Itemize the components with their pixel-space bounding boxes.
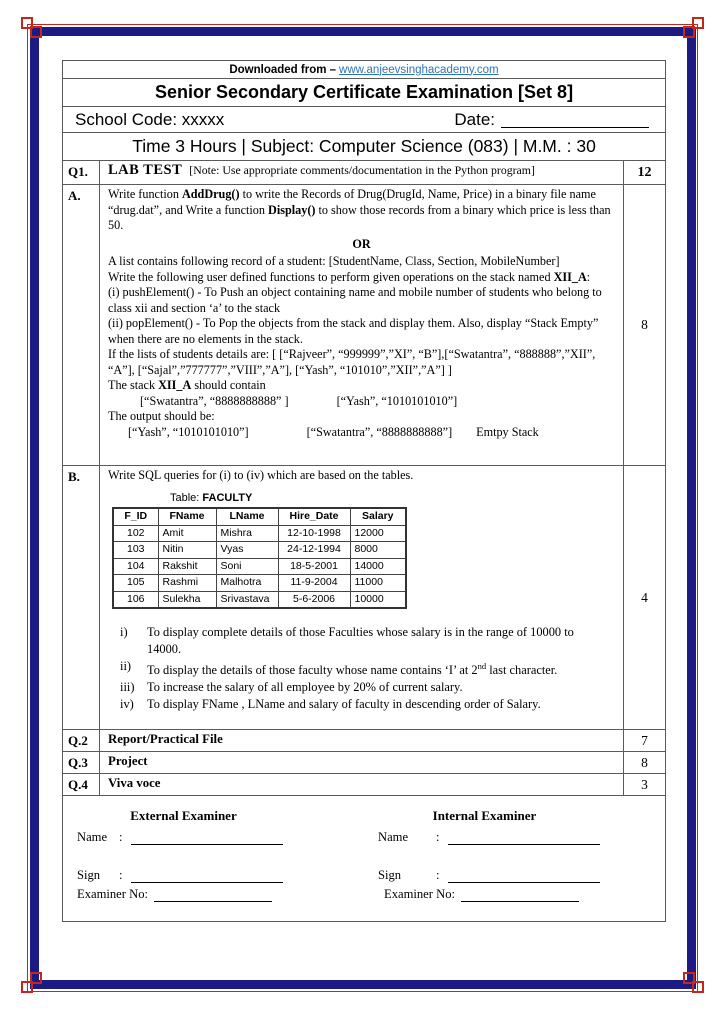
query-ii: ii) To display the details of those faculty whose name contains ‘I’ at 2nd last character. [120,659,558,678]
external-sign-row: Sign : [77,867,350,883]
sql-intro: Write SQL queries for (i) to (iv) which are based on the tables. [108,468,414,482]
q1-number: Q1. [63,161,100,184]
student-lists-line: If the lists of students details are: [ [“Rajveer”, “999999”,”XI”, “B”],[“Swatantra”, “888888”,”XII”, “A”], [“Sajal”,”777777”,”VIII”,”A”], [“Yash”, “101010”,”XII”,”A”] ] [108,347,596,377]
table-row: 102 Amit Mishra 12-10-1998 12000 [113,525,406,542]
q3-number: Q.3 [63,752,100,773]
pop-element-item: (ii) popElement() - To Pop the objects from the stack and display them. Also, display “Stack Empty” when there are no elements in the stack. [108,316,599,346]
adddrug-function-name: AddDrug() [181,187,240,201]
q1-title: LAB TEST [108,162,183,178]
downloaded-from-row [63,61,665,79]
name-blank-line [448,831,600,845]
external-examiner-title: External Examiner [130,808,237,823]
part-a-or-line-2: Write the following user defined functions to perform given operations on the stack named XII_A: [108,269,591,284]
internal-examiner-no-row: Examiner No: [378,886,651,902]
display-function-name: Display() [268,202,316,217]
q3-row [63,752,665,774]
table-row: 106 Sulekha Srivastava 5-6-2006 10000 [113,591,406,608]
stack-name: XII_A [158,378,192,392]
query-i: i) To display complete details of those Faculties whose salary is in the range of 10000 to 14000. [120,625,574,656]
part-b-marks: 4 [623,466,665,729]
border-corner-ornament-icon [21,966,48,993]
examiner-section [63,796,665,921]
col-lname: LName [216,508,278,525]
faculty-table-label: Table: FACULTY [170,491,253,504]
time-subject-marks-row [63,133,665,161]
sql-query-list [108,624,615,713]
q1-content [100,161,623,184]
part-a-content [100,185,623,465]
internal-name-row: Name : [378,829,651,845]
q2-row [63,730,665,752]
table-row: 103 Nitin Vyas 24-12-1994 8000 [113,542,406,559]
academy-link[interactable]: www.anjeevsinghacademy.com [339,63,499,76]
date-label: Date: [454,109,495,129]
q2-label: Report/Practical File [108,732,223,746]
q4-row [63,774,665,796]
part-a-or-line-1: A list contains following record of a student: [StudentName, Class, Section, MobileNumber] [108,254,560,268]
stack-content-values: [“Swatantra”, “8888888888” ] [“Yash”, “1010101010”] [140,393,458,408]
internal-examiner-column [364,808,665,921]
part-a-number: A. [63,185,100,465]
or-divider: OR [352,236,371,251]
sign-blank-line [131,869,283,883]
faculty-header-row [113,508,406,525]
part-b-content [100,466,623,729]
external-name-row: Name : [77,829,350,845]
document-body [62,60,666,922]
examiner-no-blank-line [461,888,579,902]
col-fname: FName [158,508,216,525]
part-a-marks: 8 [623,185,665,465]
part-a-row [63,185,665,466]
q4-label: Viva voce [108,776,161,790]
external-examiner-column [63,808,364,921]
q3-marks: 8 [623,752,665,773]
border-corner-ornament-icon [21,17,48,44]
query-iv: iv) To display FName , LName and salary of faculty in descending order of Salary. [120,697,541,712]
downloaded-from-label: Downloaded from – [229,63,337,76]
table-row: 104 Rakshit Soni 18-5-2001 14000 [113,558,406,575]
faculty-table [112,507,407,609]
name-blank-line [131,831,283,845]
external-examiner-no-row: Examiner No: [77,886,350,902]
exam-title-row [63,79,665,107]
output-label: The output should be: [108,409,215,423]
q1-marks: 12 [623,161,665,184]
q4-number: Q.4 [63,774,100,795]
push-element-item: (i) pushElement() - To Push an object containing name and mobile number of students who belong to class xii and section ‘a’ to the stack [108,285,602,315]
stack-contain-line: The stack XII_A should contain [108,378,266,392]
superscript-nd: nd [477,661,487,671]
output-values: [“Yash”, “1010101010”] [“Swatantra”, “8888888888”] Emtpy Stack [128,424,539,439]
col-hiredate: Hire_Date [278,508,350,525]
exam-title: Senior Secondary Certificate Examination [Set 8] [154,82,574,102]
meta-line: Time 3 Hours | Subject: Computer Science (083) | M.M. : 30 [132,136,596,156]
school-code-label: School Code: xxxxx [75,109,225,129]
q1-note: [Note: Use appropriate comments/documentation in the Python program] [189,163,535,177]
border-corner-ornament-icon [677,966,704,993]
query-iii: iii) To increase the salary of all employee by 20% of current salary. [120,680,463,695]
q2-number: Q.2 [63,730,100,751]
stack-name: XII_A [553,269,587,284]
col-fid: F_ID [113,508,158,525]
sign-blank-line [448,869,600,883]
part-b-number: B. [63,466,100,729]
internal-examiner-title: Internal Examiner [432,808,537,823]
q1-row [63,161,665,185]
border-corner-ornament-icon [677,17,704,44]
part-a-paragraph-1: Write function AddDrug() to write the Records of Drug(DrugId, Name, Price) in a binary file name “drug.dat”, and Write a function Display() to show those records from a binary which price is less than 50. [108,187,611,232]
q3-label: Project [108,754,148,768]
internal-sign-row: Sign : [378,867,651,883]
empty-stack-text: Emtpy Stack [476,424,539,439]
q2-marks: 7 [623,730,665,751]
date-blank-line [501,112,649,128]
part-b-row [63,466,665,730]
school-code-date-row [63,107,665,133]
col-salary: Salary [350,508,406,525]
examiner-no-blank-line [154,888,272,902]
faculty-table-name: FACULTY [202,491,253,504]
q4-marks: 3 [623,774,665,795]
table-row: 105 Rashmi Malhotra 11-9-2004 11000 [113,575,406,592]
